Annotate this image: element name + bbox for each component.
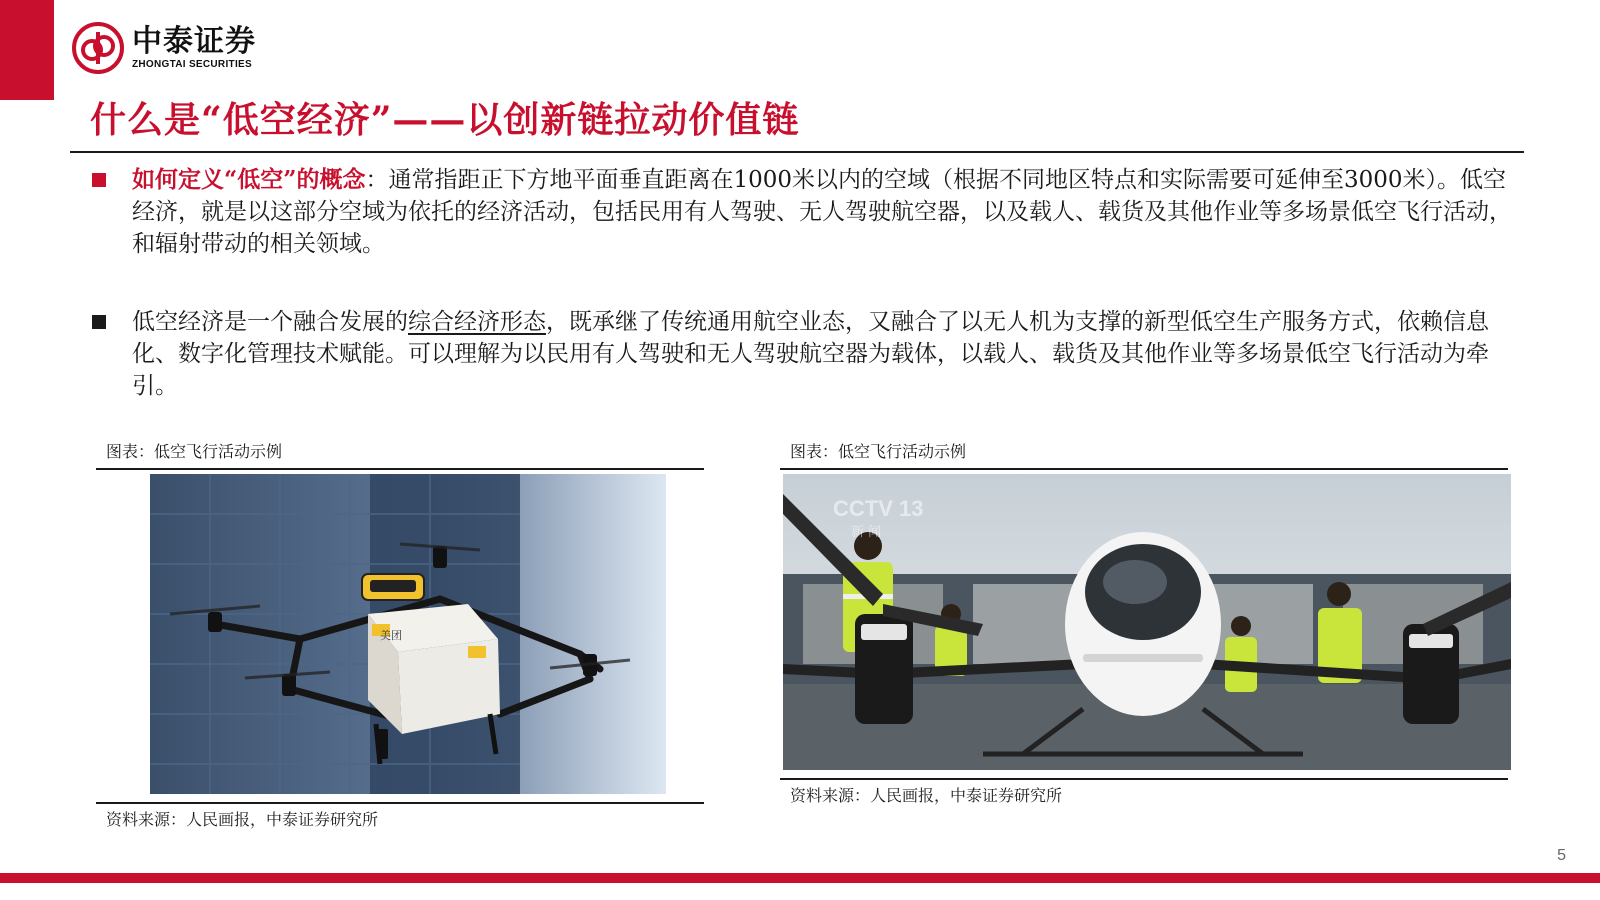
cctv-watermark-sub: 新 闻 bbox=[851, 525, 882, 540]
corner-accent-bar bbox=[0, 0, 54, 100]
figure-right bbox=[780, 440, 1508, 806]
bullet-body-end: ，既承继了传统通用航空业态，又融合了以无人机为支撑的新型低空生产服务方式，依赖信息化、数字化管理技术赋能。可以理解为以民用有人驾驶和无人驾驶航空器为载体，以载人、载货及其他作业等多场景低空飞行活动为牵引。 bbox=[132, 309, 1489, 399]
drone-illustration bbox=[150, 474, 666, 794]
bullet-economy-form bbox=[92, 306, 1512, 402]
figure-top-rule bbox=[780, 468, 1508, 470]
page-number: 5 bbox=[1557, 847, 1566, 864]
box-brand-label: 美团 bbox=[380, 629, 402, 642]
zhongtai-logo-icon bbox=[70, 20, 126, 76]
bullet-heading: 如何定义“低空”的概念 bbox=[132, 166, 366, 193]
bullet-square-icon bbox=[92, 173, 106, 187]
delivery-drone-photo bbox=[150, 474, 666, 794]
brand-name-en: ZHONGTAI SECURITIES bbox=[132, 59, 252, 70]
slide-title: 什么是“低空经济”——以创新链拉动价值链 bbox=[90, 99, 800, 141]
figure-title: 图表：低空飞行活动示例 bbox=[790, 442, 967, 461]
cctv-watermark: CCTV 13 bbox=[833, 496, 924, 521]
bullet-underlined-term: 综合经济形态 bbox=[408, 309, 546, 335]
figure-bottom-rule bbox=[96, 802, 704, 804]
bullet-square-icon bbox=[92, 315, 106, 329]
brand-name-cn: 中泰证券 bbox=[132, 24, 256, 59]
footer-accent-bar bbox=[0, 873, 1600, 883]
bullet-body: ：通常指距正下方地平面垂直距离在1000米以内的空域（根据不同地区特点和实际需要可延伸至3000米）。低空经济，就是以这部分空域为依托的经济活动，包括民用有人驾驶、无人驾驶航空器，以及载人、载货及其他作业等多场景低空飞行活动，和辐射带动的相关领域。 bbox=[132, 167, 1512, 257]
figure-source: 资料来源：人民画报，中泰证券研究所 bbox=[106, 810, 379, 829]
figure-left bbox=[96, 440, 704, 830]
figure-title: 图表：低空飞行活动示例 bbox=[106, 442, 283, 461]
figure-bottom-rule bbox=[780, 778, 1508, 780]
bullet-body-start: 低空经济是一个融合发展的 bbox=[132, 309, 408, 335]
title-divider bbox=[70, 151, 1524, 153]
figure-top-rule bbox=[96, 468, 704, 470]
passenger-evtol-photo bbox=[783, 474, 1511, 770]
figure-source: 资料来源：人民画报，中泰证券研究所 bbox=[790, 786, 1063, 805]
brand-logo bbox=[70, 20, 256, 76]
evtol-illustration bbox=[783, 474, 1511, 770]
bullet-definition bbox=[92, 164, 1512, 260]
